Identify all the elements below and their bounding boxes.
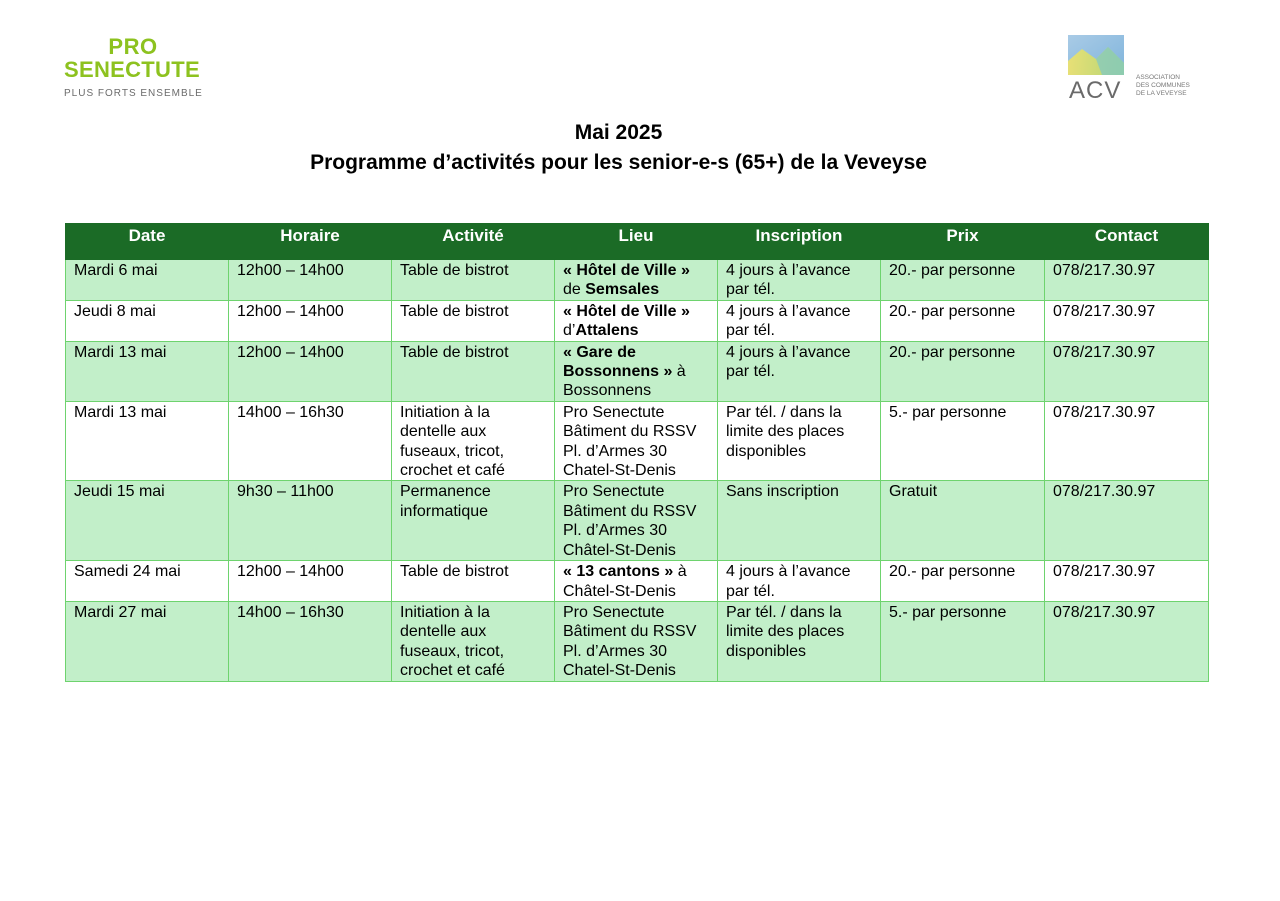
activite-line: dentelle aux (400, 623, 487, 641)
activite-line: informatique (400, 502, 489, 520)
lieu-prep: d’ (563, 322, 576, 340)
cell-date: Mardi 13 mai (66, 341, 229, 401)
lieu-venue: « 13 cantons » (563, 563, 674, 581)
cell-contact: 078/217.30.97 (1045, 401, 1209, 481)
cell-inscription (718, 401, 881, 481)
lieu-prep: de (563, 281, 586, 299)
lieu-venue: « Gare de Bossonnens » (563, 343, 673, 381)
acv-line3: DE LA VEVEYSE (1136, 90, 1187, 97)
lieu-town: à Châtel-St-Denis (563, 563, 687, 600)
logo-senectute-text: SENECTUTE (64, 57, 200, 82)
cell-contact: 078/217.30.97 (1045, 300, 1209, 341)
cell-horaire: 14h00 – 16h30 (229, 601, 392, 681)
cell-activite (392, 481, 555, 561)
activite-line: crochet et café (400, 662, 505, 680)
lieu-line: Pl. d’Armes 30 (563, 642, 668, 660)
lieu-line: Bâtiment du RSSV (563, 502, 697, 520)
table-row (66, 401, 1209, 481)
cell-horaire: 12h00 – 14h00 (229, 341, 392, 401)
lieu-venue: « Hôtel de Ville » (563, 262, 690, 279)
lieu-line: Bâtiment du RSSV (563, 623, 697, 641)
header-date: Date (66, 224, 229, 260)
cell-activite: Table de bistrot (392, 341, 555, 401)
lieu-town: Attalens (575, 322, 639, 340)
cell-lieu (555, 341, 718, 401)
title-program: Programme d’activités pour les senior-e-s (65+) de la Veveyse (310, 151, 927, 174)
cell-activite: Table de bistrot (392, 260, 555, 301)
cell-date: Samedi 24 mai (66, 561, 229, 602)
cell-prix: 20.- par personne (881, 341, 1045, 401)
header-activite: Activité (392, 224, 555, 260)
acv-line1: ASSOCIATION (1136, 74, 1180, 81)
pro-senectute-logo (64, 36, 214, 99)
cell-horaire: 9h30 – 11h00 (229, 481, 392, 561)
cell-inscription: 4 jours à l’avance par tél. (718, 260, 881, 301)
cell-lieu (555, 300, 718, 341)
cell-inscription: 4 jours à l’avance par tél. (718, 300, 881, 341)
cell-prix: 20.- par personne (881, 300, 1045, 341)
cell-inscription: 4 jours à l’avance par tél. (718, 561, 881, 602)
lieu-town: Semsales (585, 281, 660, 299)
activite-line: Initiation à la (400, 403, 490, 421)
inscription-line: disponibles (726, 642, 807, 660)
inscription-line: disponibles (726, 442, 807, 460)
lieu-town: à Bossonnens (563, 363, 686, 400)
acv-logo (1068, 35, 1198, 104)
cell-prix: Gratuit (881, 481, 1045, 561)
activities-table (65, 223, 1209, 682)
cell-prix: 20.- par personne (881, 260, 1045, 301)
title-month: Mai 2025 (574, 121, 663, 144)
lieu-venue: « Hôtel de Ville » (563, 302, 690, 320)
inscription-line: limite des places (726, 423, 845, 441)
lieu-line: Chatel-St-Denis (563, 662, 676, 680)
cell-lieu (555, 260, 718, 301)
cell-activite (392, 401, 555, 481)
activite-line: Initiation à la (400, 603, 490, 621)
page-title (0, 118, 1237, 178)
cell-prix: 5.- par personne (881, 401, 1045, 481)
header-inscription: Inscription (718, 224, 881, 260)
cell-inscription: 4 jours à l’avance par tél. (718, 341, 881, 401)
activite-line: crochet et café (400, 462, 505, 480)
cell-date: Mardi 13 mai (66, 401, 229, 481)
cell-horaire: 12h00 – 14h00 (229, 561, 392, 602)
lieu-line: Pl. d’Armes 30 (563, 442, 668, 460)
cell-lieu (555, 601, 718, 681)
activite-line: dentelle aux (400, 423, 487, 441)
cell-activite: Table de bistrot (392, 561, 555, 602)
cell-date: Mardi 6 mai (66, 260, 229, 301)
lieu-line: Pro Senectute (563, 483, 665, 501)
acv-line2: DES COMMUNES (1136, 82, 1190, 89)
lieu-line: Châtel-St-Denis (563, 541, 676, 559)
acv-mountain-icon (1068, 35, 1126, 77)
lieu-line: Chatel-St-Denis (563, 462, 676, 480)
cell-contact: 078/217.30.97 (1045, 481, 1209, 561)
acv-letters: ACV (1069, 77, 1122, 104)
acv-association-text (1136, 74, 1206, 98)
activite-line: Permanence (400, 483, 491, 501)
cell-date: Jeudi 8 mai (66, 300, 229, 341)
lieu-line: Pro Senectute (563, 403, 665, 421)
lieu-line: Pro Senectute (563, 603, 665, 621)
lieu-line: Bâtiment du RSSV (563, 423, 697, 441)
logo-tagline: PLUS FORTS ENSEMBLE (64, 88, 203, 99)
cell-horaire: 14h00 – 16h30 (229, 401, 392, 481)
table-row (66, 481, 1209, 561)
cell-prix: 20.- par personne (881, 561, 1045, 602)
header-prix: Prix (881, 224, 1045, 260)
table-row (66, 601, 1209, 681)
lieu-line: Pl. d’Armes 30 (563, 522, 668, 540)
cell-inscription: Sans inscription (718, 481, 881, 561)
cell-activite (392, 601, 555, 681)
header-contact: Contact (1045, 224, 1209, 260)
cell-contact: 078/217.30.97 (1045, 341, 1209, 401)
activite-line: fuseaux, tricot, (400, 442, 505, 460)
header-horaire: Horaire (229, 224, 392, 260)
cell-horaire: 12h00 – 14h00 (229, 300, 392, 341)
table-row (66, 341, 1209, 401)
cell-contact: 078/217.30.97 (1045, 601, 1209, 681)
activite-line: fuseaux, tricot, (400, 642, 505, 660)
inscription-line: limite des places (726, 623, 845, 641)
cell-horaire: 12h00 – 14h00 (229, 260, 392, 301)
cell-activite: Table de bistrot (392, 300, 555, 341)
table-header-row (66, 224, 1209, 260)
cell-prix: 5.- par personne (881, 601, 1045, 681)
table-row (66, 561, 1209, 602)
cell-lieu (555, 401, 718, 481)
cell-lieu (555, 561, 718, 602)
inscription-line: Par tél. / dans la (726, 403, 842, 421)
cell-date: Mardi 27 mai (66, 601, 229, 681)
table-row (66, 300, 1209, 341)
table-row (66, 260, 1209, 301)
cell-contact: 078/217.30.97 (1045, 260, 1209, 301)
cell-date: Jeudi 15 mai (66, 481, 229, 561)
cell-inscription (718, 601, 881, 681)
inscription-line: Par tél. / dans la (726, 603, 842, 621)
logo-pro-text: PRO (108, 34, 158, 59)
cell-contact: 078/217.30.97 (1045, 561, 1209, 602)
cell-lieu (555, 481, 718, 561)
header-lieu: Lieu (555, 224, 718, 260)
